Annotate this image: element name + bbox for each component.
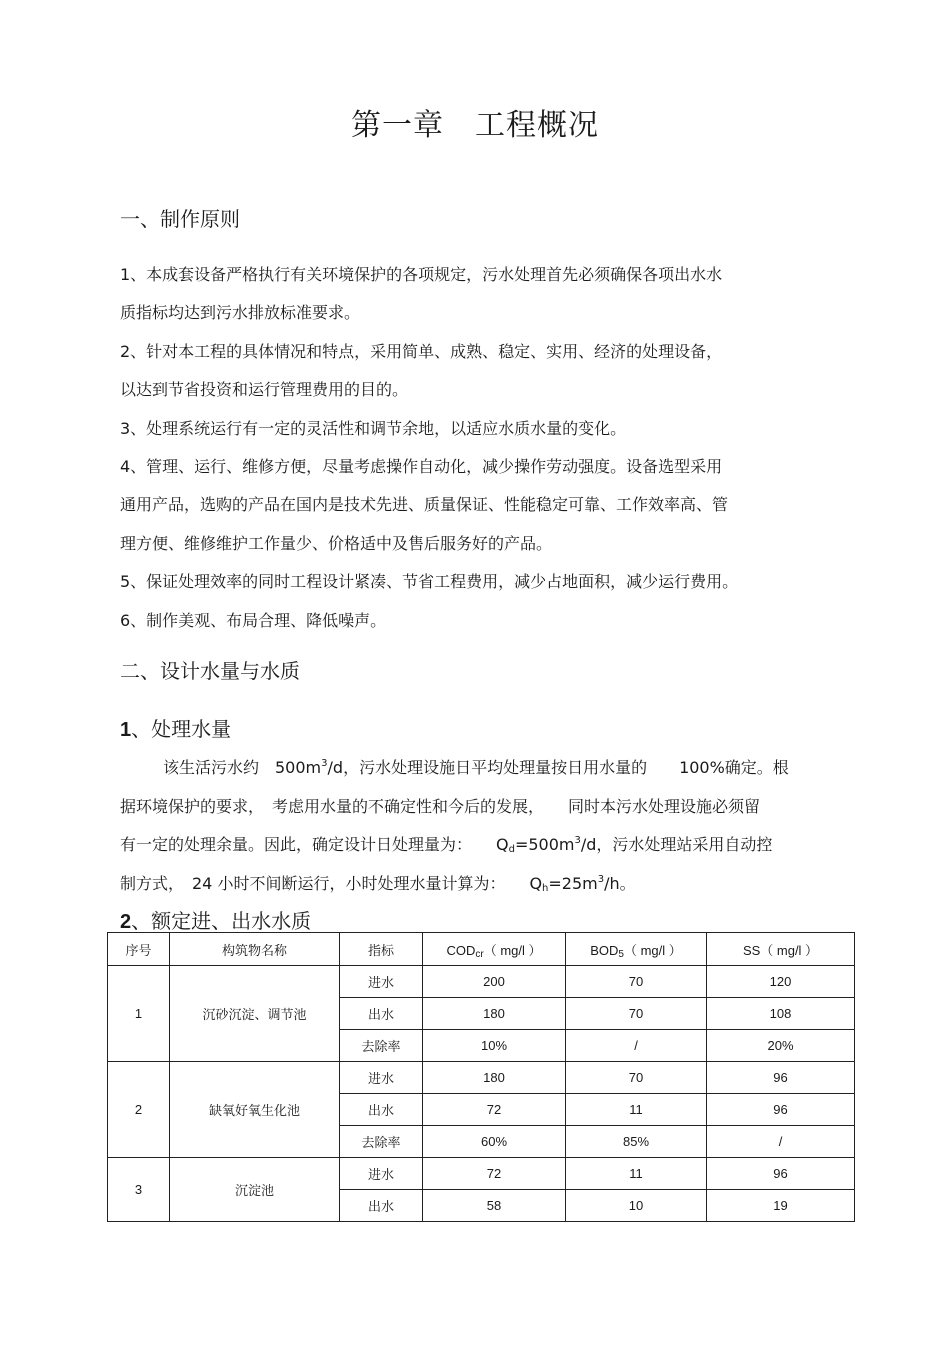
cell-ss: 20%: [707, 1030, 855, 1062]
cell-ss: 19: [707, 1190, 855, 1222]
subsection-heading-quality: 2、额定进、出水水质: [120, 909, 312, 933]
cell-label: 去除率: [340, 1126, 423, 1158]
cell-seq: 2: [108, 1062, 170, 1158]
section-heading-principles: 一、制作原则: [120, 207, 240, 231]
flow-paragraph-line: 据环境保护的要求， 考虑用水量的不确定性和今后的发展， 同时本污水处理设施必须留: [120, 797, 761, 816]
cell-ss: 96: [707, 1094, 855, 1126]
paragraph-line: 质指标均达到污水排放标准要求。: [120, 303, 361, 322]
cell-name: 沉砂沉淀、调节池: [170, 966, 340, 1062]
paragraph-line: 3、处理系统运行有一定的灵活性和调节余地，以适应水质水量的变化。: [120, 419, 627, 438]
cell-label: 进水: [340, 1158, 423, 1190]
cell-name: 沉淀池: [170, 1158, 340, 1222]
header-bod: $BOD_5$（ mg/l ）: [566, 933, 707, 966]
paragraph-line: 4、管理、运行、维修方便，尽量考虑操作自动化，减少操作劳动强度。设备选型采用: [120, 457, 723, 476]
cell-bod: 85%: [566, 1126, 707, 1158]
cell-ss: 108: [707, 998, 855, 1030]
flow-paragraph-line: 该生活污水约 $500m^3/d$，污水处理设施日平均处理量按日用水量的 100%确定。根: [163, 758, 789, 777]
cell-cod: 200: [423, 966, 566, 998]
header-seq: 序号: [108, 933, 170, 966]
cell-bod: 11: [566, 1094, 707, 1126]
cell-seq: 1: [108, 966, 170, 1062]
cell-cod: 180: [423, 998, 566, 1030]
cell-ss: /: [707, 1126, 855, 1158]
flow-paragraph-line: 有一定的处理余量。因此，确定设计日处理量为： $Q_d=500m^3/d$，污水处理站采用自动控: [120, 835, 773, 855]
header-index: 指标: [340, 933, 423, 966]
paragraph-line: 2、针对本工程的具体情况和特点，采用简单、成熟、稳定、实用、经济的处理设备，: [120, 342, 723, 361]
cell-cod: 60%: [423, 1126, 566, 1158]
table-row: [108, 966, 855, 998]
cell-label: 出水: [340, 1190, 423, 1222]
header-name: 构筑物名称: [170, 933, 340, 966]
flow-paragraph-line: 制方式， 24 小时不间断运行，小时处理水量计算为： $Q_h=25m^3/h$。: [120, 874, 636, 894]
cell-cod: 180: [423, 1062, 566, 1094]
cell-name: 缺氧好氧生化池: [170, 1062, 340, 1158]
cell-bod: 11: [566, 1158, 707, 1190]
section-heading-water: 二、设计水量与水质: [120, 659, 300, 683]
subsection-heading-flow: 1、处理水量: [120, 717, 232, 741]
cell-label: 出水: [340, 998, 423, 1030]
cell-cod: 58: [423, 1190, 566, 1222]
cell-bod: 10: [566, 1190, 707, 1222]
cell-label: 出水: [340, 1094, 423, 1126]
header-cod: $COD_{cr}$（ mg/l ）: [423, 933, 566, 966]
cell-ss: 96: [707, 1062, 855, 1094]
cell-ss: 120: [707, 966, 855, 998]
cell-label: 进水: [340, 966, 423, 998]
cell-ss: 96: [707, 1158, 855, 1190]
table-row: [108, 1158, 855, 1190]
table-row: [108, 1062, 855, 1094]
cell-bod: 70: [566, 998, 707, 1030]
header-ss: SS（ mg/l ）: [707, 933, 855, 966]
page-title: 第一章 工程概况: [351, 108, 599, 143]
paragraph-line: 1、本成套设备严格执行有关环境保护的各项规定，污水处理首先必须确保各项出水水: [120, 265, 723, 284]
paragraph-line: 通用产品，选购的产品在国内是技术先进、质量保证、性能稳定可靠、工作效率高、管: [120, 495, 729, 514]
water-quality-table: [107, 932, 855, 1222]
cell-label: 进水: [340, 1062, 423, 1094]
cell-cod: 10%: [423, 1030, 566, 1062]
paragraph-line: 理方便、维修维护工作量少、价格适中及售后服务好的产品。: [120, 534, 553, 553]
cell-bod: 70: [566, 1062, 707, 1094]
paragraph-line: 5、保证处理效率的同时工程设计紧凑、节省工程费用，减少占地面积，减少运行费用。: [120, 572, 739, 591]
paragraph-line: 6、制作美观、布局合理、降低噪声。: [120, 611, 387, 630]
cell-bod: /: [566, 1030, 707, 1062]
paragraph-line: 以达到节省投资和运行管理费用的目的。: [120, 380, 409, 399]
cell-label: 去除率: [340, 1030, 423, 1062]
cell-bod: 70: [566, 966, 707, 998]
table-header-row: [108, 933, 855, 966]
cell-cod: 72: [423, 1158, 566, 1190]
cell-seq: 3: [108, 1158, 170, 1222]
cell-cod: 72: [423, 1094, 566, 1126]
